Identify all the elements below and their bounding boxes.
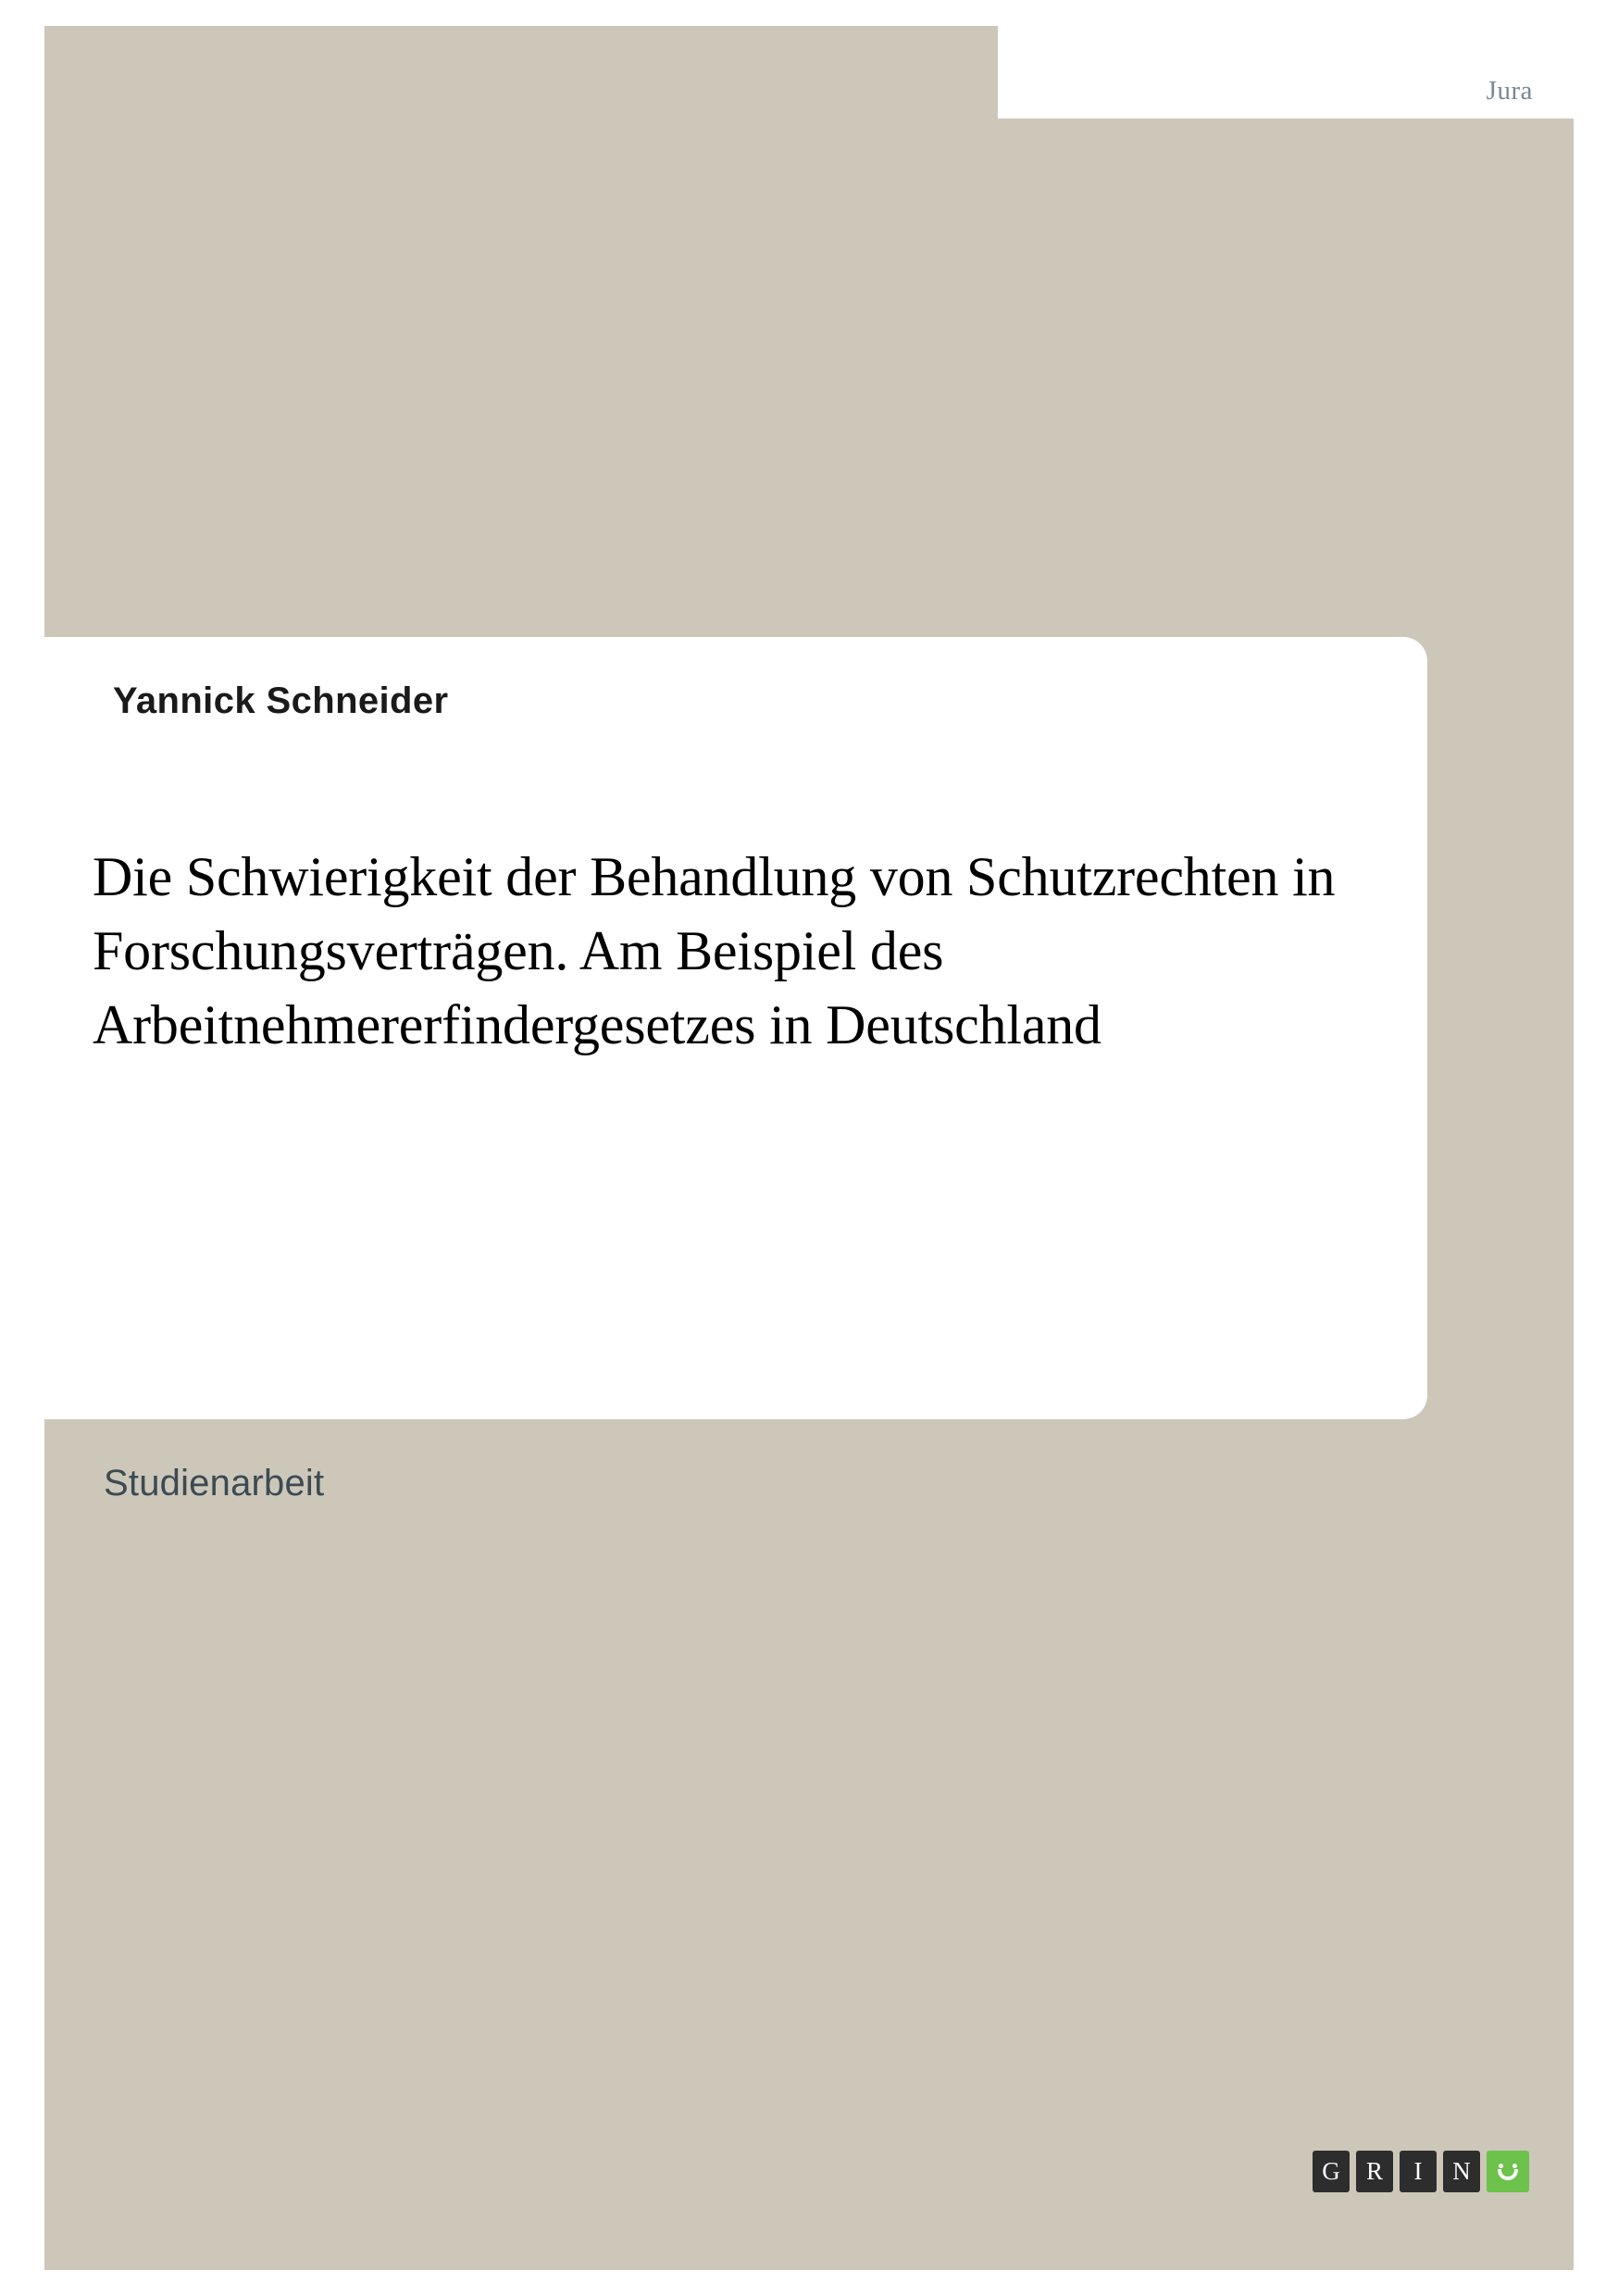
smiley-mouth-icon — [1498, 2169, 1518, 2180]
smiley-eye-left-icon — [1499, 2164, 1503, 2168]
logo-letter-g: G — [1313, 2151, 1350, 2192]
logo-letter-n: N — [1443, 2151, 1480, 2192]
smiley-icon — [1487, 2151, 1529, 2192]
cover-tab-left — [44, 26, 998, 119]
document-type-label: Studienarbeit — [104, 1463, 325, 1504]
logo-letter-i: I — [1400, 2151, 1437, 2192]
category-label: Jura — [1486, 76, 1533, 106]
logo-letter-r: R — [1356, 2151, 1393, 2192]
smiley-eye-right-icon — [1512, 2164, 1517, 2168]
grin-logo — [1313, 2151, 1529, 2192]
page-title: Die Schwierigkeit der Behandlung von Schutzrechten in Forschungsverträgen. Am Beispiel des Arbeitnehmererfindergesetzes in Deutschland — [93, 846, 1336, 1055]
author-name: Yannick Schneider — [113, 680, 449, 721]
